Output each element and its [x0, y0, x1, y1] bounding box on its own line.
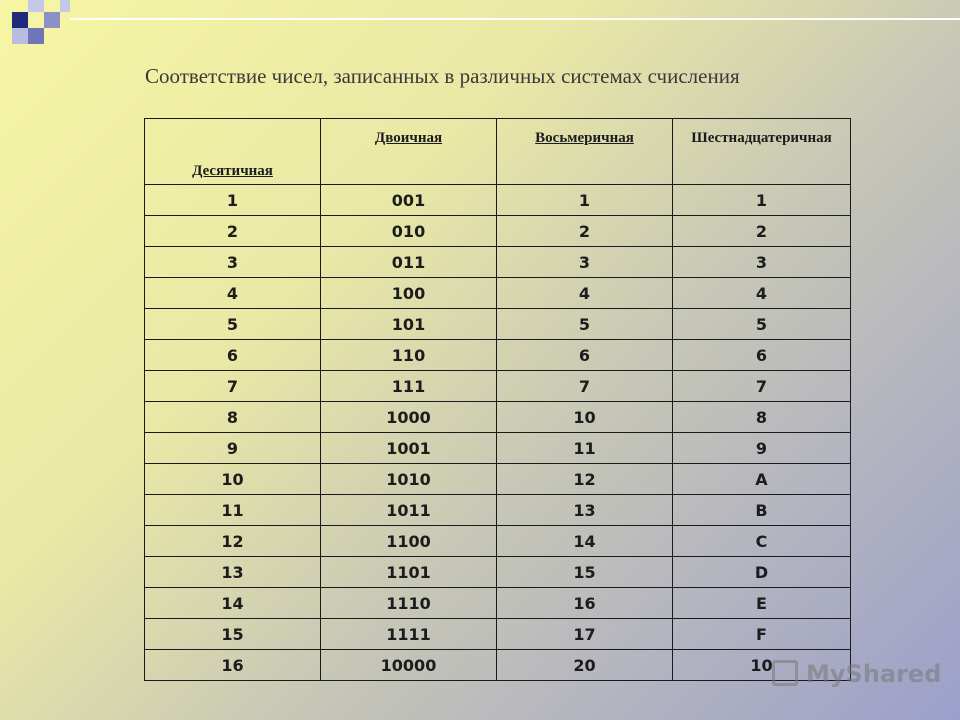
- cell-octal: 10: [497, 402, 673, 433]
- cell-octal: 20: [497, 650, 673, 681]
- cell-binary: 1100: [321, 526, 497, 557]
- cell-binary: 001: [321, 185, 497, 216]
- cell-decimal: 11: [145, 495, 321, 526]
- cell-octal: 11: [497, 433, 673, 464]
- cell-hexadecimal: 4: [673, 278, 851, 309]
- cell-binary: 101: [321, 309, 497, 340]
- decor-square-light: [28, 0, 44, 12]
- cell-decimal: 9: [145, 433, 321, 464]
- cell-octal: 4: [497, 278, 673, 309]
- table-row: [145, 185, 851, 216]
- cell-decimal: 16: [145, 650, 321, 681]
- cell-binary: 1001: [321, 433, 497, 464]
- watermark-text: MyShared: [806, 660, 942, 688]
- cell-octal: 7: [497, 371, 673, 402]
- header-hexadecimal: [673, 119, 851, 185]
- cell-binary: 1010: [321, 464, 497, 495]
- cell-decimal: 2: [145, 216, 321, 247]
- cell-decimal: 4: [145, 278, 321, 309]
- cell-binary: 110: [321, 340, 497, 371]
- cell-binary: 1111: [321, 619, 497, 650]
- table-row: [145, 216, 851, 247]
- cell-octal: 5: [497, 309, 673, 340]
- cell-hexadecimal: E: [673, 588, 851, 619]
- cell-octal: 3: [497, 247, 673, 278]
- decor-square-dark2: [60, 0, 70, 12]
- table-row: [145, 619, 851, 650]
- cell-octal: 2: [497, 216, 673, 247]
- decor-square-mid2: [28, 28, 44, 44]
- cell-decimal: 5: [145, 309, 321, 340]
- table-row: [145, 340, 851, 371]
- cell-hexadecimal: 5: [673, 309, 851, 340]
- table-row: [145, 495, 851, 526]
- table-row: [145, 526, 851, 557]
- cell-octal: 16: [497, 588, 673, 619]
- cell-decimal: 6: [145, 340, 321, 371]
- table-header-row: [145, 119, 851, 185]
- cell-hexadecimal: 6: [673, 340, 851, 371]
- table-body: [145, 185, 851, 681]
- cell-octal: 6: [497, 340, 673, 371]
- cell-decimal: 8: [145, 402, 321, 433]
- cell-hexadecimal: D: [673, 557, 851, 588]
- cell-binary: 1110: [321, 588, 497, 619]
- cell-hexadecimal: A: [673, 464, 851, 495]
- table-row: [145, 309, 851, 340]
- decor-square-light2: [12, 28, 28, 44]
- table-row: [145, 557, 851, 588]
- cell-binary: 010: [321, 216, 497, 247]
- top-divider-line: [70, 18, 960, 20]
- cell-decimal: 12: [145, 526, 321, 557]
- header-octal: Восьмеричная: [497, 119, 673, 185]
- cell-hexadecimal: 8: [673, 402, 851, 433]
- number-systems-table: [144, 118, 851, 681]
- cell-hexadecimal: 2: [673, 216, 851, 247]
- cell-octal: 17: [497, 619, 673, 650]
- header-hexadecimal-label: Шестнадцатеричная: [691, 130, 832, 146]
- slide-title: Соответствие чисел, записанных в различных системах счисления: [145, 64, 740, 88]
- decor-square-mid: [44, 12, 60, 28]
- cell-decimal: 1: [145, 185, 321, 216]
- cell-octal: 15: [497, 557, 673, 588]
- cell-binary: 1101: [321, 557, 497, 588]
- presentation-icon: [772, 660, 798, 686]
- cell-hexadecimal: 9: [673, 433, 851, 464]
- cell-hexadecimal: 3: [673, 247, 851, 278]
- cell-decimal: 15: [145, 619, 321, 650]
- cell-decimal: 14: [145, 588, 321, 619]
- table-row: [145, 278, 851, 309]
- cell-binary: 011: [321, 247, 497, 278]
- cell-decimal: 7: [145, 371, 321, 402]
- cell-hexadecimal: B: [673, 495, 851, 526]
- cell-hexadecimal: 10: [673, 650, 851, 681]
- header-decimal: Десятичная: [145, 119, 321, 185]
- cell-binary: 10000: [321, 650, 497, 681]
- cell-octal: 13: [497, 495, 673, 526]
- table-row: [145, 433, 851, 464]
- cell-binary: 100: [321, 278, 497, 309]
- cell-binary: 111: [321, 371, 497, 402]
- header-binary: Двоичная: [321, 119, 497, 185]
- cell-binary: 1011: [321, 495, 497, 526]
- cell-hexadecimal: 1: [673, 185, 851, 216]
- table-row: [145, 464, 851, 495]
- cell-hexadecimal: 7: [673, 371, 851, 402]
- cell-decimal: 13: [145, 557, 321, 588]
- cell-octal: 1: [497, 185, 673, 216]
- cell-decimal: 3: [145, 247, 321, 278]
- cell-octal: 14: [497, 526, 673, 557]
- cell-binary: 1000: [321, 402, 497, 433]
- table-row: [145, 247, 851, 278]
- table-row: [145, 650, 851, 681]
- cell-hexadecimal: F: [673, 619, 851, 650]
- decor-square-dark: [12, 12, 28, 28]
- cell-decimal: 10: [145, 464, 321, 495]
- cell-octal: 12: [497, 464, 673, 495]
- table-row: [145, 588, 851, 619]
- cell-hexadecimal: C: [673, 526, 851, 557]
- table-row: [145, 371, 851, 402]
- table-row: [145, 402, 851, 433]
